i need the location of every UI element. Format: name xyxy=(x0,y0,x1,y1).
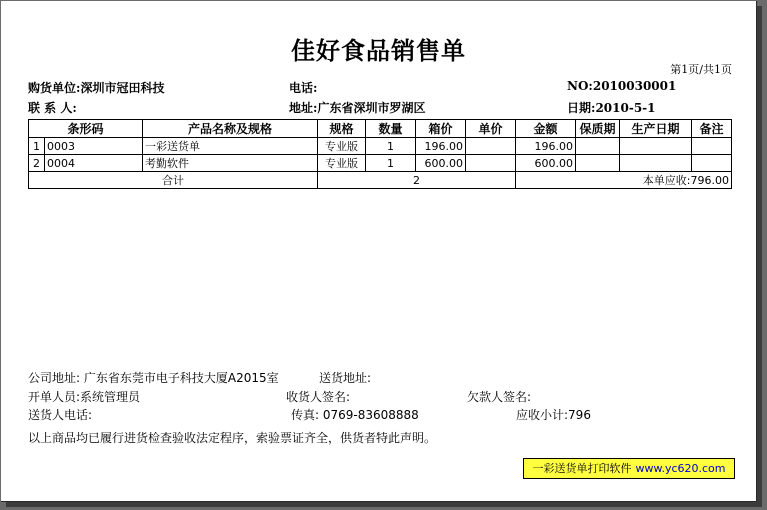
order-no-line xyxy=(567,79,676,93)
total-quantity: 2 xyxy=(318,172,516,189)
production-date-cell xyxy=(620,155,692,172)
address-label: 地址: xyxy=(289,101,318,115)
table-row xyxy=(29,155,732,172)
address-line xyxy=(289,99,425,116)
debtor-signature: 欠款人签名: xyxy=(467,390,532,404)
col-header-quantity: 数量 xyxy=(366,120,416,138)
delivery-address: 送货地址: xyxy=(319,371,372,385)
software-ad-badge[interactable] xyxy=(523,458,735,479)
print-preview-sheet xyxy=(1,1,757,502)
col-header-amount: 金额 xyxy=(516,120,576,138)
quantity-cell: 1 xyxy=(366,138,416,155)
product-name-cell: 考勤软件 xyxy=(143,155,318,172)
phone-label: 电话: xyxy=(289,81,318,95)
barcode-cell: 0004 xyxy=(45,155,143,172)
amount-cell: 196.00 xyxy=(516,138,576,155)
table-row xyxy=(29,138,732,155)
col-header-box-price: 箱价 xyxy=(416,120,466,138)
ad-url[interactable]: www.yc620.com xyxy=(635,462,726,475)
inspection-statement: 以上商品均已履行进货检查验收法定程序，索验票证齐全，供货者特此声明。 xyxy=(28,431,437,445)
quantity-cell: 1 xyxy=(366,155,416,172)
total-label: 合计 xyxy=(29,172,318,189)
shelf-life-cell xyxy=(576,155,620,172)
remark-cell xyxy=(692,155,732,172)
production-date-cell xyxy=(620,138,692,155)
document-title: 佳好食品销售单 xyxy=(291,36,466,65)
barcode-cell: 0003 xyxy=(45,138,143,155)
contact-line xyxy=(28,99,77,116)
box-price-cell: 196.00 xyxy=(416,138,466,155)
shelf-life-cell xyxy=(576,138,620,155)
address-value: 广东省深圳市罗湖区 xyxy=(317,101,426,115)
remark-cell xyxy=(692,138,732,155)
spec-cell: 专业版 xyxy=(318,155,366,172)
table-header-row xyxy=(29,120,732,138)
col-header-production-date: 生产日期 xyxy=(620,120,692,138)
product-name-cell: 一彩送货单 xyxy=(143,138,318,155)
col-header-barcode: 条形码 xyxy=(29,120,143,138)
ad-text: 一彩送货单打印软件 xyxy=(532,462,632,475)
order-no-label: NO: xyxy=(567,79,593,93)
table-total-row xyxy=(29,172,732,189)
receivable-total: 本单应收:796.00 xyxy=(516,172,732,189)
row-index: 2 xyxy=(29,155,45,172)
amount-cell: 600.00 xyxy=(516,155,576,172)
date-line xyxy=(567,99,656,116)
unit-price-cell xyxy=(466,155,516,172)
company-address: 公司地址: 广东省东莞市电子科技大厦A2015室 xyxy=(28,371,279,385)
order-no-value: 2010030001 xyxy=(592,79,677,93)
page-indicator: 第1页/共1页 xyxy=(670,63,732,76)
items-table xyxy=(28,119,732,189)
spec-cell: 专业版 xyxy=(318,138,366,155)
unit-price-cell xyxy=(466,138,516,155)
issuer: 开单人员:系统管理员 xyxy=(28,390,141,404)
date-label: 日期: xyxy=(567,101,596,115)
courier-phone: 送货人电话: xyxy=(28,408,93,422)
col-header-unit-price: 单价 xyxy=(466,120,516,138)
buyer-value: 深圳市冠田科技 xyxy=(80,81,165,95)
col-header-product-name: 产品名称及规格 xyxy=(143,120,318,138)
receiver-signature: 收货人签名: xyxy=(286,390,351,404)
contact-label: 联 系 人: xyxy=(28,101,77,115)
date-value: 2010-5-1 xyxy=(595,101,656,115)
buyer-line xyxy=(28,79,164,96)
col-header-remark: 备注 xyxy=(692,120,732,138)
fax: 传真: 0769-83608888 xyxy=(291,408,419,422)
box-price-cell: 600.00 xyxy=(416,155,466,172)
row-index: 1 xyxy=(29,138,45,155)
col-header-spec: 规格 xyxy=(318,120,366,138)
col-header-shelf-life: 保质期 xyxy=(576,120,620,138)
phone-line xyxy=(289,79,317,96)
receivable-subtotal: 应收小计:796 xyxy=(516,408,591,422)
buyer-label: 购货单位: xyxy=(28,81,81,95)
